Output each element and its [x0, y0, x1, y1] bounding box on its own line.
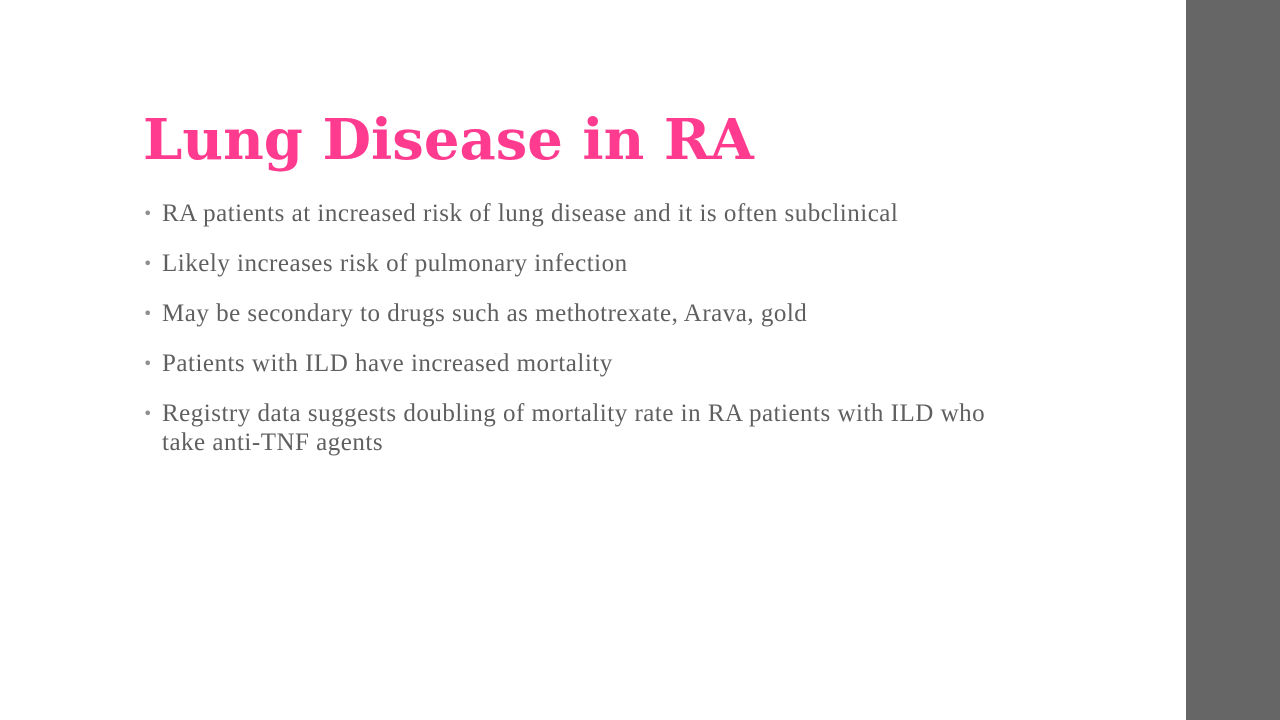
- bullet-dot-icon: •: [143, 304, 153, 323]
- bullet-text: May be secondary to drugs such as methotrexate, Arava, gold: [162, 300, 808, 327]
- bullet-dot-icon: •: [143, 404, 153, 423]
- bullet-item: [143, 349, 1033, 378]
- bullet-dot-icon: •: [143, 354, 153, 373]
- bullet-text: Registry data suggests doubling of mortality rate in RA patients with ILD who take anti-TNF agents: [162, 400, 986, 456]
- bullet-list: [143, 199, 1033, 478]
- bullet-dot-icon: •: [143, 254, 153, 273]
- bullet-text: RA patients at increased risk of lung disease and it is often subclinical: [162, 200, 899, 227]
- side-bar: [1186, 0, 1280, 720]
- bullet-text: Patients with ILD have increased mortality: [162, 350, 613, 377]
- bullet-dot-icon: •: [143, 204, 153, 223]
- slide-title: Lung Disease in RA: [143, 107, 754, 173]
- bullet-text: Likely increases risk of pulmonary infection: [162, 250, 628, 277]
- bullet-item: [143, 299, 1033, 328]
- bullet-item: [143, 199, 1033, 228]
- bullet-item: [143, 249, 1033, 278]
- bullet-item: [143, 399, 1033, 457]
